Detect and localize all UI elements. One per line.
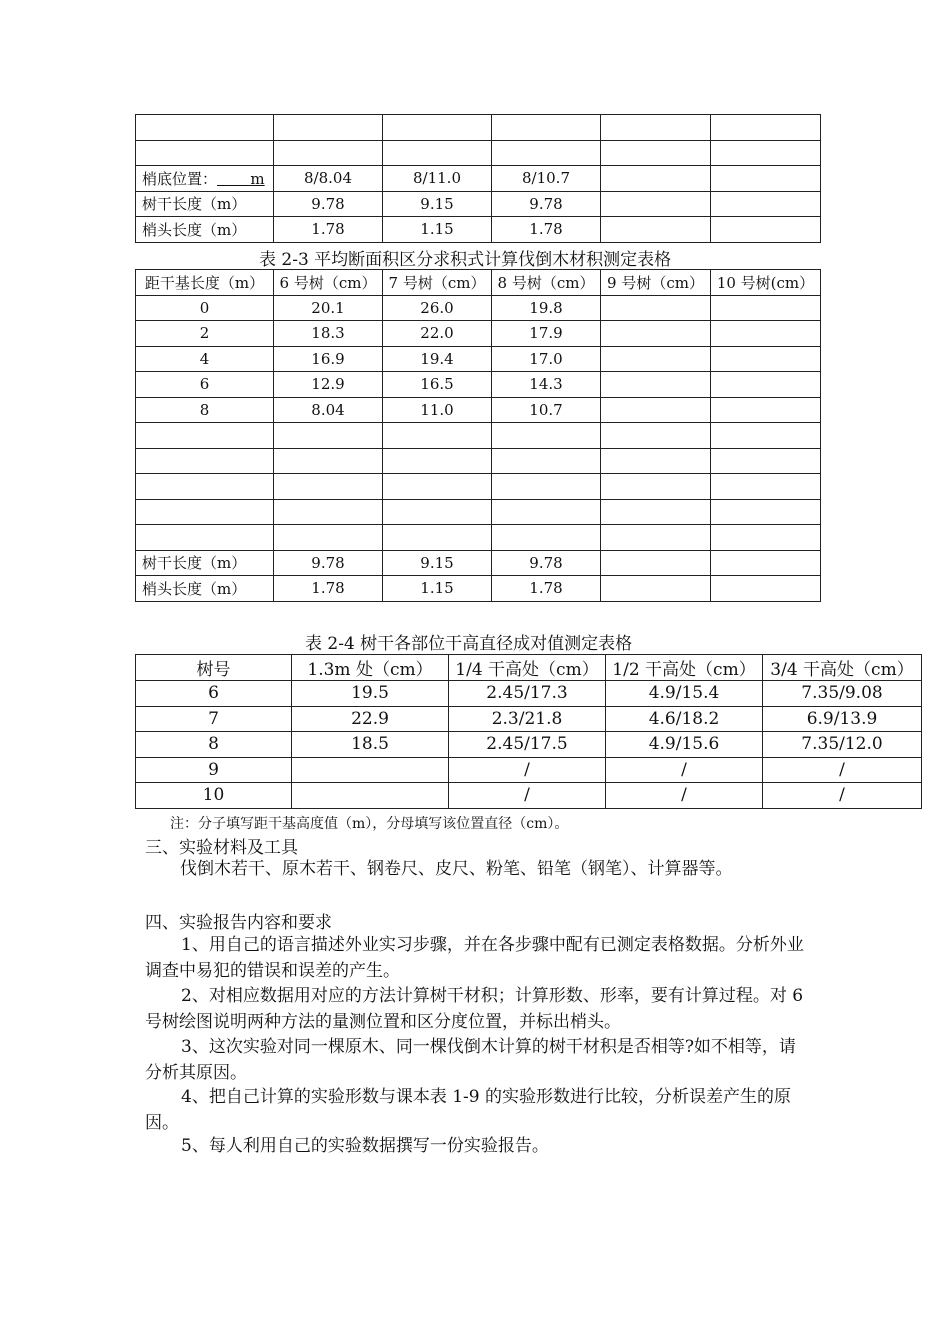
table-row xyxy=(136,474,821,500)
table-cell: 16.9 xyxy=(274,346,383,372)
section-3-text: 伐倒木若干、原木若干、钢卷尺、皮尺、粉笔、铅笔（钢笔）、计算器等。 xyxy=(180,859,733,879)
table-cell: 1.15 xyxy=(383,217,492,243)
table-cell xyxy=(492,448,601,474)
column-header: 1/2 干高处（cm） xyxy=(606,655,763,681)
table-top xyxy=(135,114,821,243)
table-cell: 9.78 xyxy=(274,191,383,217)
table-cell: 22.0 xyxy=(383,321,492,347)
table-cell xyxy=(383,140,492,166)
section-4-item-5: 5、每人利用自己的实验数据撰写一份实验报告。 xyxy=(181,1136,549,1156)
table-cell xyxy=(274,525,383,551)
table-cell: / xyxy=(763,757,922,783)
table-cell xyxy=(274,140,383,166)
table-cell xyxy=(274,423,383,449)
table-row xyxy=(136,732,922,758)
table-cell: / xyxy=(763,783,922,809)
table-cell: 6.9/13.9 xyxy=(763,706,922,732)
table-cell xyxy=(136,525,274,551)
table-cell: 18.3 xyxy=(274,321,383,347)
table-cell: 4.9/15.4 xyxy=(606,681,763,707)
table-cell: 9.78 xyxy=(274,550,383,576)
table-cell xyxy=(136,474,274,500)
table-cell: 7.35/9.08 xyxy=(763,681,922,707)
table-row xyxy=(136,525,821,551)
table-cell xyxy=(601,397,711,423)
column-header: 1/4 干高处（cm） xyxy=(449,655,606,681)
table-cell: 19.5 xyxy=(292,681,449,707)
table-cell xyxy=(136,423,274,449)
table-row xyxy=(136,757,922,783)
table-cell: / xyxy=(449,757,606,783)
table-row xyxy=(136,706,922,732)
table-cell: 8/11.0 xyxy=(383,166,492,192)
table-2-4-caption: 表 2-4 树干各部位干高直径成对值测定表格 xyxy=(305,634,633,654)
column-header: 距干基长度（m） xyxy=(136,270,274,296)
table-cell: 17.9 xyxy=(492,321,601,347)
table-cell xyxy=(601,474,711,500)
table-cell xyxy=(601,448,711,474)
table-cell xyxy=(274,448,383,474)
table-row xyxy=(136,115,821,141)
table-cell xyxy=(492,474,601,500)
table-cell xyxy=(601,295,711,321)
table-cell xyxy=(601,499,711,525)
table-row xyxy=(136,576,821,602)
table-cell xyxy=(711,474,821,500)
table-row xyxy=(136,166,821,192)
table-cell xyxy=(711,295,821,321)
table-row xyxy=(136,550,821,576)
table-header-row xyxy=(136,270,821,296)
table-cell xyxy=(601,372,711,398)
table-cell: 19.8 xyxy=(492,295,601,321)
section-4-item-3: 3、这次实验对同一棵原木、同一棵伐倒木计算的树干材积是否相等?如不相等，请分析其原因。 xyxy=(145,1037,796,1083)
table-cell: 8 xyxy=(136,732,292,758)
table-cell: 4.9/15.6 xyxy=(606,732,763,758)
table-cell xyxy=(292,757,449,783)
column-header: 10 号树(cm） xyxy=(711,270,821,296)
table-cell xyxy=(711,191,821,217)
table-row xyxy=(136,423,821,449)
table-cell: 树干长度（m） xyxy=(136,191,274,217)
table-cell xyxy=(601,115,711,141)
table-cell xyxy=(601,550,711,576)
table-cell xyxy=(711,550,821,576)
table-2-3 xyxy=(135,269,821,602)
table-header-row xyxy=(136,655,922,681)
table-cell: 树干长度（m） xyxy=(136,550,274,576)
table-cell xyxy=(711,525,821,551)
table-cell: 7.35/12.0 xyxy=(763,732,922,758)
section-3-heading: 三、实验材料及工具 xyxy=(145,838,298,858)
table-cell: 17.0 xyxy=(492,346,601,372)
table-cell: 6 xyxy=(136,681,292,707)
table-cell xyxy=(383,423,492,449)
table-cell: 1.15 xyxy=(383,576,492,602)
table-row xyxy=(136,448,821,474)
table-cell xyxy=(711,217,821,243)
table-cell xyxy=(711,423,821,449)
table-row xyxy=(136,397,821,423)
section-4-item-1: 1、用自己的语言描述外业实习步骤，并在各步骤中配有已测定表格数据。分析外业调查中易犯的错误和误差的产生。 xyxy=(145,935,804,981)
column-header: 6 号树（cm） xyxy=(274,270,383,296)
table-cell: 2 xyxy=(136,321,274,347)
table-cell xyxy=(492,525,601,551)
table-cell: / xyxy=(606,783,763,809)
table-cell xyxy=(136,499,274,525)
table-cell: 9 xyxy=(136,757,292,783)
table-cell xyxy=(492,115,601,141)
table-row xyxy=(136,783,922,809)
table-2-4 xyxy=(135,654,922,809)
table-cell xyxy=(711,115,821,141)
table-cell: / xyxy=(606,757,763,783)
table-row xyxy=(136,681,922,707)
table-cell: 8/10.7 xyxy=(492,166,601,192)
section-4-heading: 四、实验报告内容和要求 xyxy=(145,913,332,933)
table-cell xyxy=(383,448,492,474)
table-row xyxy=(136,321,821,347)
table-cell xyxy=(601,191,711,217)
table-cell xyxy=(274,115,383,141)
column-header: 7 号树（cm） xyxy=(383,270,492,296)
table-cell: / xyxy=(449,783,606,809)
table-cell xyxy=(136,448,274,474)
table-cell: 26.0 xyxy=(383,295,492,321)
table-row xyxy=(136,346,821,372)
table-cell xyxy=(136,140,274,166)
table-cell: 6 xyxy=(136,372,274,398)
table-cell xyxy=(711,448,821,474)
table-row xyxy=(136,372,821,398)
table-cell xyxy=(711,346,821,372)
table-cell: 0 xyxy=(136,295,274,321)
table-cell: 9.15 xyxy=(383,550,492,576)
table-cell: 7 xyxy=(136,706,292,732)
table-cell: 1.78 xyxy=(274,217,383,243)
table-cell: 22.9 xyxy=(292,706,449,732)
table-cell: 10 xyxy=(136,783,292,809)
table-cell: 9.78 xyxy=(492,191,601,217)
table-cell xyxy=(711,397,821,423)
table-cell xyxy=(136,115,274,141)
table-cell xyxy=(601,217,711,243)
table-cell xyxy=(383,115,492,141)
table-cell: 8/8.04 xyxy=(274,166,383,192)
table-cell xyxy=(711,576,821,602)
section-4-item-2: 2、对相应数据用对应的方法计算树干材积；计算形数、形率，要有计算过程。对 6 号树绘图说明两种方法的量测位置和区分度位置，并标出梢头。 xyxy=(145,986,804,1032)
table-cell xyxy=(292,783,449,809)
table-cell: 2.45/17.3 xyxy=(449,681,606,707)
table-cell: 8 xyxy=(136,397,274,423)
table-cell xyxy=(601,346,711,372)
table-cell xyxy=(711,321,821,347)
table-cell: 8.04 xyxy=(274,397,383,423)
table-cell: 1.78 xyxy=(274,576,383,602)
column-header: 8 号树（cm） xyxy=(492,270,601,296)
table-cell xyxy=(711,499,821,525)
table-cell: 梢头长度（m） xyxy=(136,576,274,602)
table-cell: 14.3 xyxy=(492,372,601,398)
section-4-item-4: 4、把自己计算的实验形数与课本表 1-9 的实验形数进行比较，分析误差产生的原因。 xyxy=(145,1087,791,1133)
table-cell: 1.78 xyxy=(492,217,601,243)
table-cell: 18.5 xyxy=(292,732,449,758)
table-cell: 9.78 xyxy=(492,550,601,576)
table-cell xyxy=(711,372,821,398)
table-cell: 12.9 xyxy=(274,372,383,398)
table-row xyxy=(136,295,821,321)
table-cell: 4 xyxy=(136,346,274,372)
table-cell xyxy=(492,499,601,525)
table-cell xyxy=(274,474,383,500)
column-header: 树号 xyxy=(136,655,292,681)
tip-position-label: 梢底位置： m xyxy=(136,166,274,192)
table-cell: 9.15 xyxy=(383,191,492,217)
table-cell xyxy=(492,423,601,449)
table-cell: 19.4 xyxy=(383,346,492,372)
table-cell: 10.7 xyxy=(492,397,601,423)
table-cell: 16.5 xyxy=(383,372,492,398)
table-cell xyxy=(711,140,821,166)
table-cell xyxy=(383,525,492,551)
table-cell: 1.78 xyxy=(492,576,601,602)
table-cell xyxy=(383,499,492,525)
table-row xyxy=(136,191,821,217)
table-cell xyxy=(601,525,711,551)
table-cell xyxy=(601,166,711,192)
table-cell xyxy=(601,321,711,347)
table-cell: 4.6/18.2 xyxy=(606,706,763,732)
table-cell xyxy=(601,423,711,449)
table-cell xyxy=(492,140,601,166)
table-row xyxy=(136,140,821,166)
table-cell xyxy=(601,140,711,166)
column-header: 3/4 干高处（cm） xyxy=(763,655,922,681)
table-cell: 梢头长度（m） xyxy=(136,217,274,243)
table-cell xyxy=(274,499,383,525)
table-row xyxy=(136,499,821,525)
table-2-4-note: 注：分子填写距干基高度值（m），分母填写该位置直径（cm）。 xyxy=(170,816,569,832)
table-cell: 2.45/17.5 xyxy=(449,732,606,758)
table-2-3-caption: 表 2-3 平均断面积区分求积式计算伐倒木材积测定表格 xyxy=(259,250,672,270)
column-header: 1.3m 处（cm） xyxy=(292,655,449,681)
table-cell xyxy=(711,166,821,192)
table-cell: 11.0 xyxy=(383,397,492,423)
table-row xyxy=(136,217,821,243)
column-header: 9 号树（cm） xyxy=(601,270,711,296)
table-cell xyxy=(383,474,492,500)
table-cell: 2.3/21.8 xyxy=(449,706,606,732)
table-cell: 20.1 xyxy=(274,295,383,321)
table-cell xyxy=(601,576,711,602)
